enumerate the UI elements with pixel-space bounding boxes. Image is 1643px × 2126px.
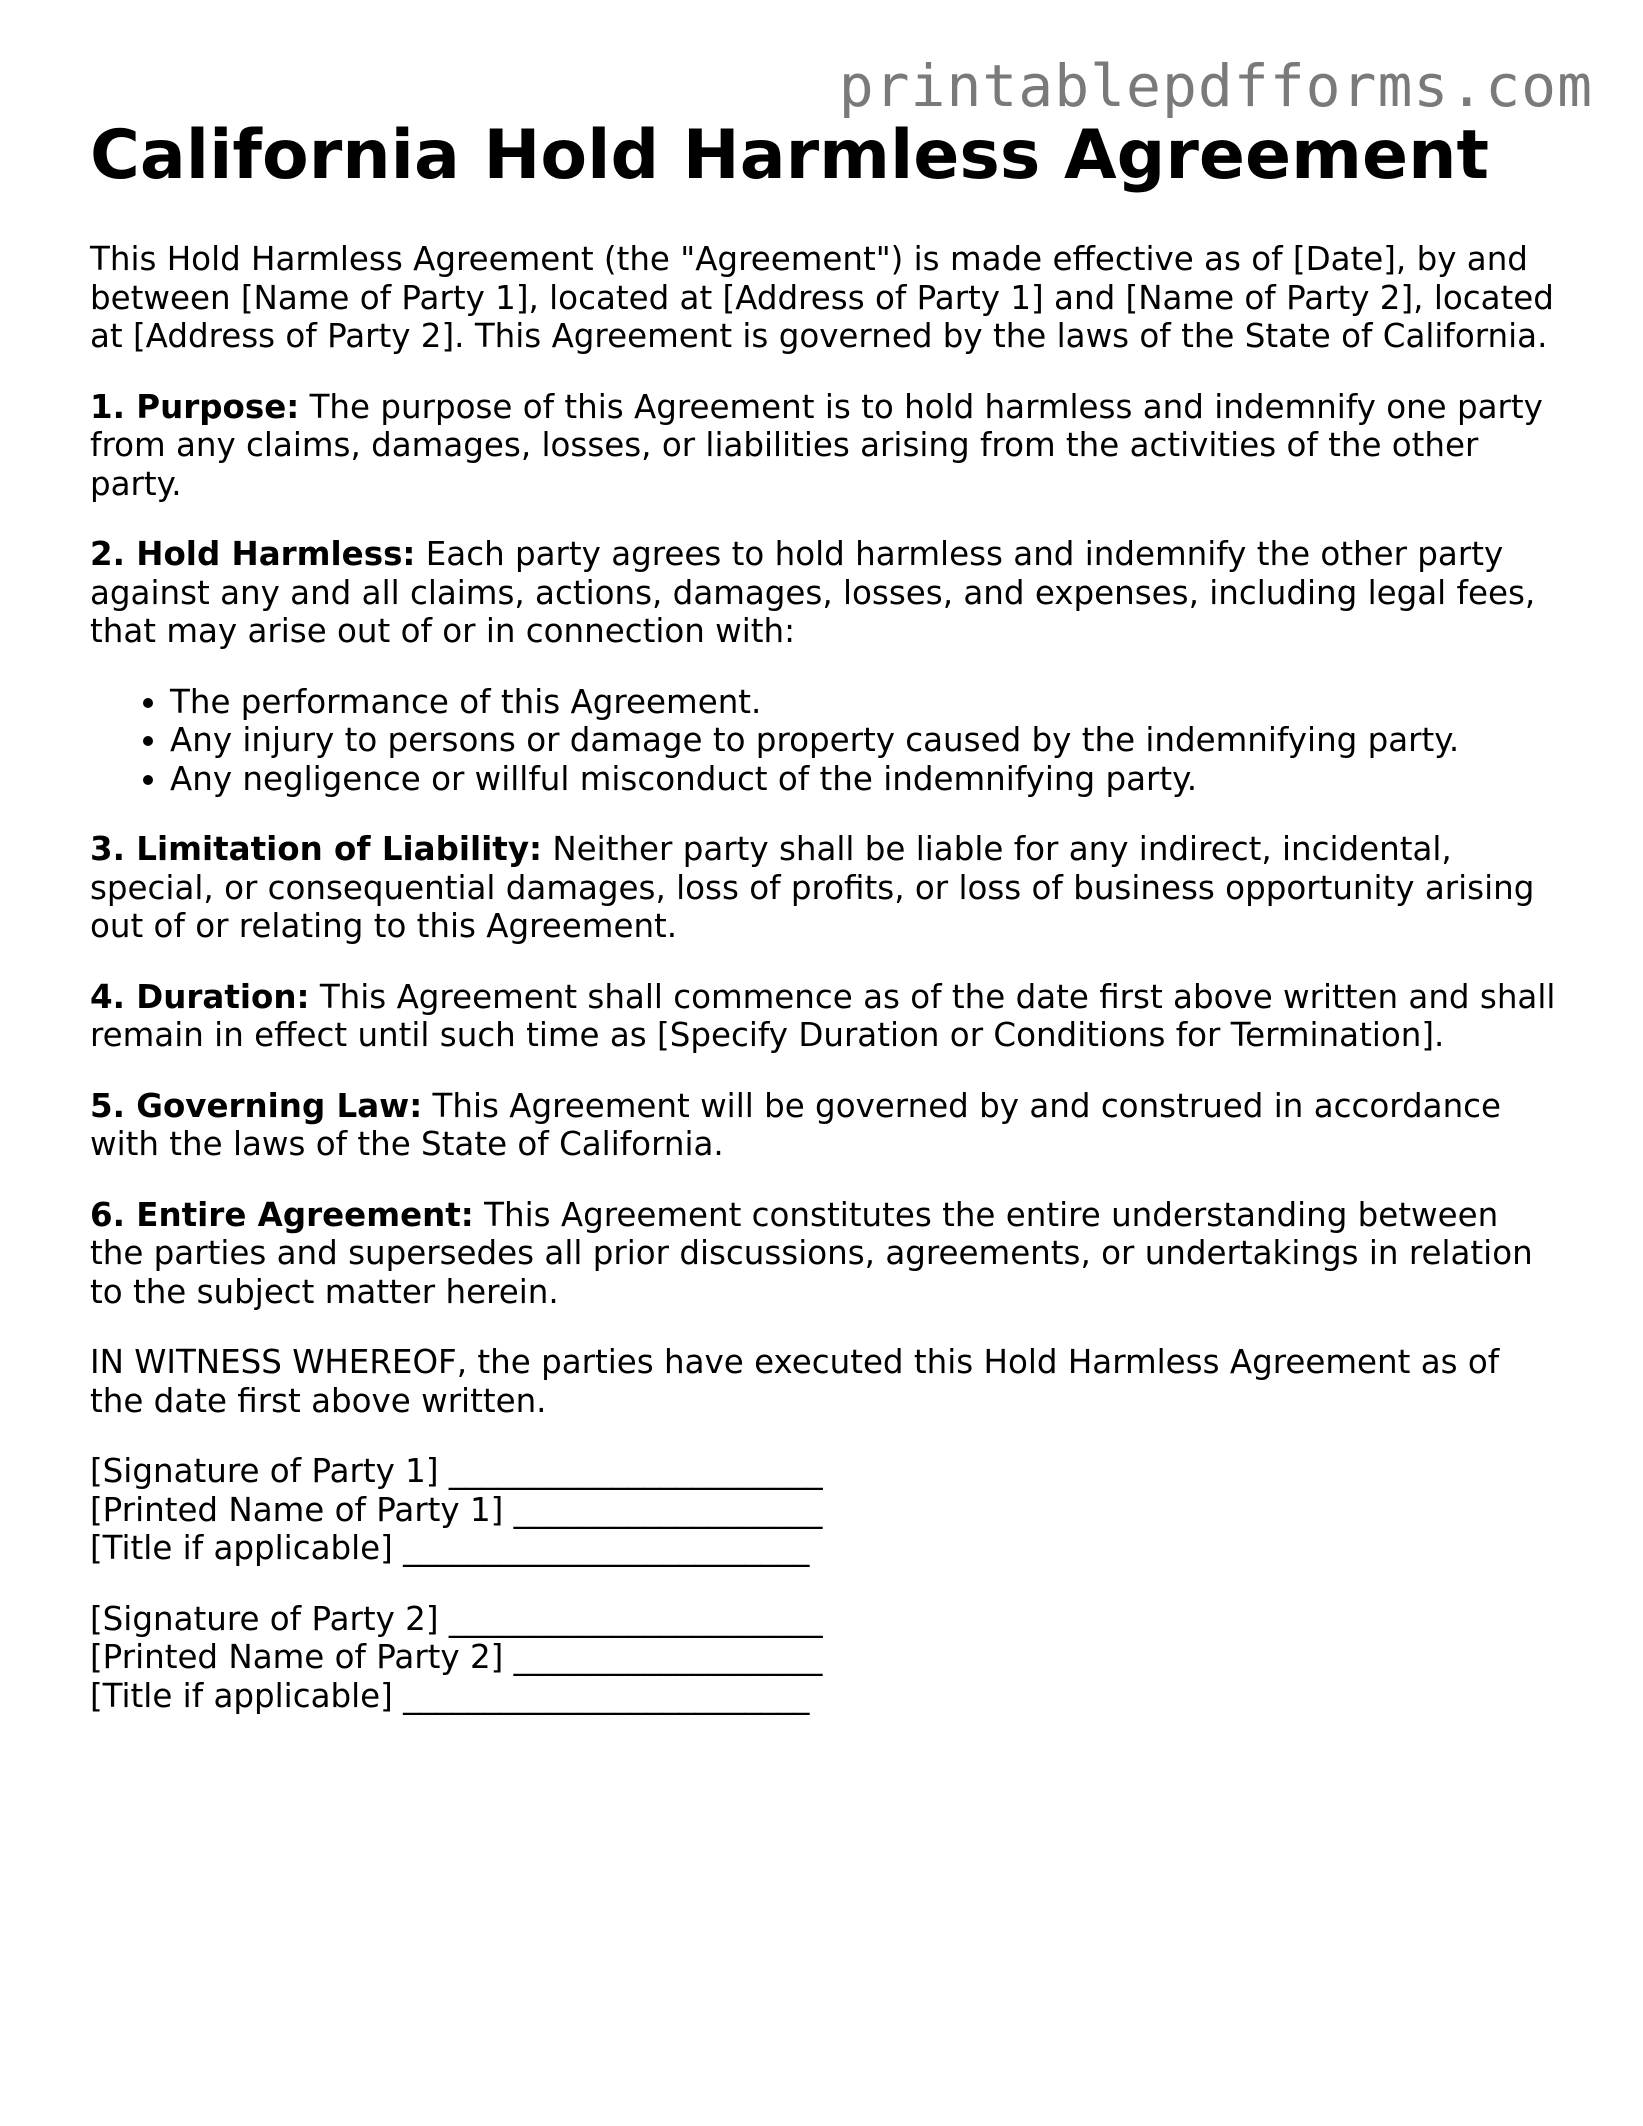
intro-paragraph: This Hold Harmless Agreement (the "Agreement") is made effective as of [Date], by and between [Name of Party 1], located at [Address of Party 1] and [Name of Party 2], located at [Address of Party 2]. This Agreement is governed by the laws of the State of California. (90, 240, 1554, 355)
section-limitation-of-liability (90, 830, 1560, 946)
list-item: • The performance of this Agreement. (170, 683, 1560, 722)
signature-line: [Signature of Party 1] _______________________ (90, 1452, 823, 1490)
witness-paragraph: IN WITNESS WHEREOF, the parties have executed this Hold Harmless Agreement as of the date first above written. (90, 1343, 1500, 1420)
section-hold-harmless (90, 535, 1560, 651)
section-text: This Agreement will be governed by and construed in accordance with the laws of the State of California. (90, 1086, 1502, 1163)
section-heading: 5. Governing Law: (90, 1086, 423, 1125)
signature-block-party-1 (90, 1452, 1560, 1568)
section-heading: 3. Limitation of Liability: (90, 830, 543, 868)
title-line: [Title if applicable] _________________________ (90, 1529, 810, 1567)
list-item: • Any injury to persons or damage to property caused by the indemnifying party. (170, 721, 1560, 760)
signature-block-party-2 (90, 1600, 1560, 1716)
section-entire-agreement (90, 1196, 1560, 1312)
section-heading: 6. Entire Agreement: (90, 1195, 474, 1234)
section-purpose (90, 388, 1560, 504)
signature-line: [Signature of Party 2] _______________________ (90, 1599, 823, 1638)
document-title: California Hold Harmless Agreement (90, 116, 1490, 195)
section-text: The purpose of this Agreement is to hold harmless and indemnify one party from any claims, damages, losses, or liabilities arising from the activities of the other party. (90, 387, 1543, 503)
list-item: • Any negligence or willful misconduct of the indemnifying party. (170, 760, 1560, 799)
section-heading: 2. Hold Harmless: (90, 535, 416, 573)
section-text: This Agreement shall commence as of the date first above written and shall remain in effect until such time as [Specify Duration or Conditions for Termination]. (90, 977, 1556, 1054)
hold-harmless-list (90, 683, 1560, 799)
document-page (90, 112, 1560, 1747)
title-line: [Title if applicable] _________________________ (90, 1676, 810, 1715)
section-governing-law (90, 1087, 1560, 1164)
printed-name-line: [Printed Name of Party 2] ___________________ (90, 1638, 823, 1676)
section-duration (90, 978, 1560, 1055)
printed-name-line: [Printed Name of Party 1] ___________________ (90, 1490, 823, 1529)
section-text: Neither party shall be liable for any indirect, incidental, special, or consequential damages, loss of profits, or loss of business opportunity arising out of or relating to this Agreement. (90, 830, 1535, 945)
section-heading: 1. Purpose: (90, 387, 300, 426)
section-heading: 4. Duration: (90, 977, 310, 1016)
section-text: Each party agrees to hold harmless and indemnify the other party against any and all claims, actions, damages, losses, and expenses, including legal fees, that may arise out of or in connection with: (90, 535, 1536, 650)
watermark: printablepdfforms.com (838, 52, 1593, 120)
section-text: This Agreement constitutes the entire understanding between the parties and supersedes all prior discussions, agreements, or undertakings in relation to the subject matter herein. (90, 1195, 1533, 1311)
